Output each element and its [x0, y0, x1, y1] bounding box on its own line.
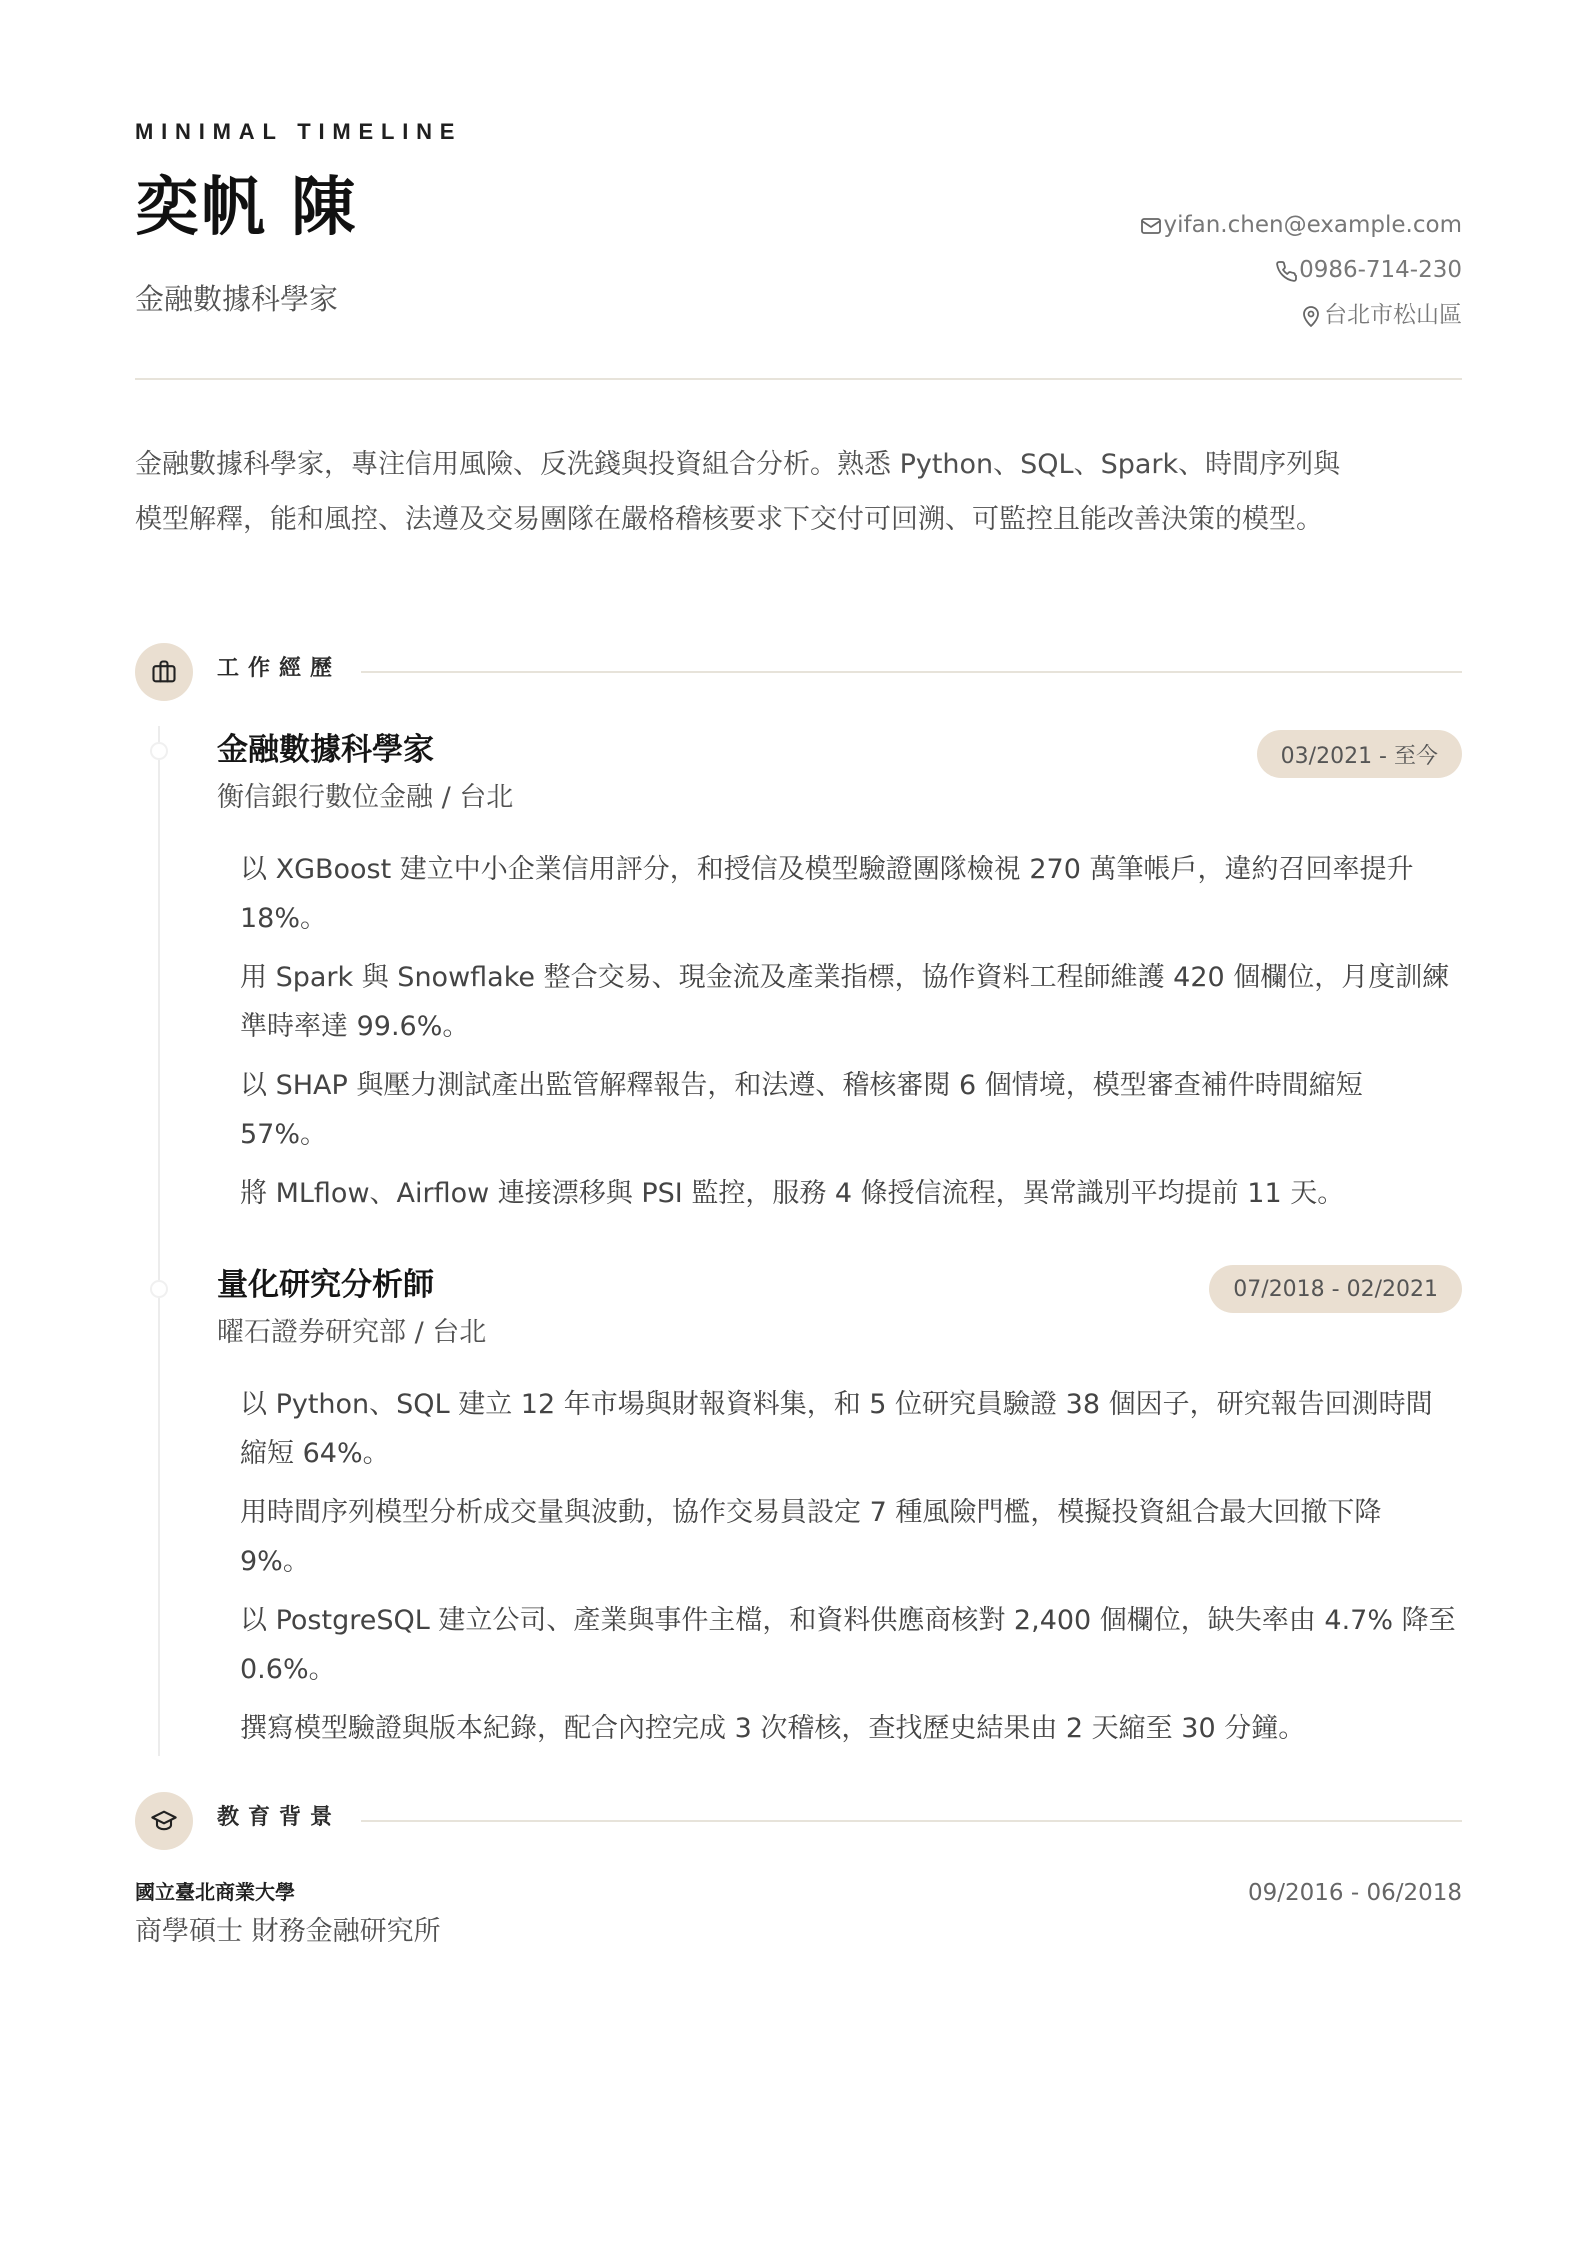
- email-text[interactable]: yifan.chen@example.com: [1163, 212, 1462, 238]
- job-bullet: 以 XGBoost 建立中小企業信用評分，和授信及模型驗證團隊檢視 270 萬筆帳戶，違約召回率提升 18%。: [240, 854, 1414, 934]
- timeline-dot: [150, 1280, 168, 1298]
- header-divider: [135, 378, 1462, 380]
- job-title: 量化研究分析師: [217, 1267, 434, 1303]
- education-icon-badge: [135, 1792, 193, 1850]
- experience-section-header: [135, 643, 1462, 701]
- briefcase-icon: [150, 658, 178, 686]
- summary-text: 金融數據科學家，專注信用風險、反洗錢與投資組合分析。熟悉 Python、SQL、Spark、時間序列與模型解釋，能和風控、法遵及交易團隊在嚴格稽核要求下交付可回溯、可監控且能改善決策的模型。: [135, 449, 1341, 535]
- job-title: 金融數據科學家: [217, 732, 434, 768]
- education-section-rule: [361, 1820, 1462, 1822]
- phone-text[interactable]: 0986-714-230: [1299, 257, 1462, 283]
- company-name: 曜石證券研究部 / 台北: [217, 1317, 487, 1348]
- location-pin-icon: [1299, 304, 1323, 328]
- timeline-line: [158, 726, 160, 1756]
- template-label: MINIMAL TIMELINE: [135, 119, 463, 144]
- job-date-badge: 07/2018 - 02/2021: [1209, 1265, 1462, 1313]
- job-bullets: [240, 1380, 1462, 1763]
- job-bullet: 用 Spark 與 Snowflake 整合交易、現金流及產業指標，協作資料工程師維護 420 個欄位，月度訓練準時率達 99.6%。: [240, 962, 1450, 1042]
- job-date-badge: 03/2021 - 至今: [1257, 730, 1462, 778]
- candidate-title: 金融數據科學家: [135, 282, 339, 316]
- job-bullet: 以 PostgreSQL 建立公司、產業與事件主檔，和資料供應商核對 2,400 個欄位，缺失率由 4.7% 降至 0.6%。: [240, 1605, 1456, 1685]
- contact-phone[interactable]: [942, 248, 1462, 293]
- mail-icon: [1139, 214, 1163, 238]
- job-bullets: [240, 845, 1462, 1228]
- education-section-header: [135, 1792, 1462, 1850]
- education-dates: 09/2016 - 06/2018: [1247, 1880, 1462, 1906]
- contact-list: [942, 203, 1462, 338]
- experience-item: [217, 733, 1462, 1233]
- job-bullet: 以 SHAP 與壓力測試產出監管解釋報告，和法遵、稽核審閱 6 個情境，模型審查補件時間縮短 57%。: [240, 1070, 1363, 1150]
- experience-section-rule: [361, 671, 1462, 673]
- job-bullet: 用時間序列模型分析成交量與波動，協作交易員設定 7 種風險門檻，模擬投資組合最大回撤下降 9%。: [240, 1497, 1382, 1577]
- education-item: [135, 1880, 1462, 1960]
- experience-section-title: 工作經歷: [217, 656, 342, 681]
- graduation-cap-icon: [150, 1807, 178, 1835]
- experience-icon-badge: [135, 643, 193, 701]
- job-bullet: 以 Python、SQL 建立 12 年市場與財報資料集，和 5 位研究員驗證 38 個因子，研究報告回測時間縮短 64%。: [240, 1389, 1433, 1469]
- location-text: 台北市松山區: [1324, 302, 1462, 328]
- education-section-title: 教育背景: [217, 1805, 342, 1830]
- contact-location: [942, 293, 1462, 338]
- timeline-dot: [150, 742, 168, 760]
- phone-icon: [1274, 259, 1298, 283]
- resume-page: [135, 0, 1462, 2246]
- company-name: 衡信銀行數位金融 / 台北: [217, 782, 514, 813]
- candidate-name: 奕帆 陳: [135, 171, 358, 245]
- school-name: 國立臺北商業大學: [135, 1880, 295, 1904]
- contact-email[interactable]: [942, 203, 1462, 248]
- job-bullet: 撰寫模型驗證與版本紀錄，配合內控完成 3 次稽核，查找歷史結果由 2 天縮至 30 分鐘。: [240, 1713, 1306, 1744]
- job-bullet: 將 MLflow、Airflow 連接漂移與 PSI 監控，服務 4 條授信流程，異常識別平均提前 11 天。: [240, 1178, 1345, 1209]
- degree-name: 商學碩士 財務金融研究所: [135, 1916, 441, 1947]
- experience-item: [217, 1268, 1462, 1768]
